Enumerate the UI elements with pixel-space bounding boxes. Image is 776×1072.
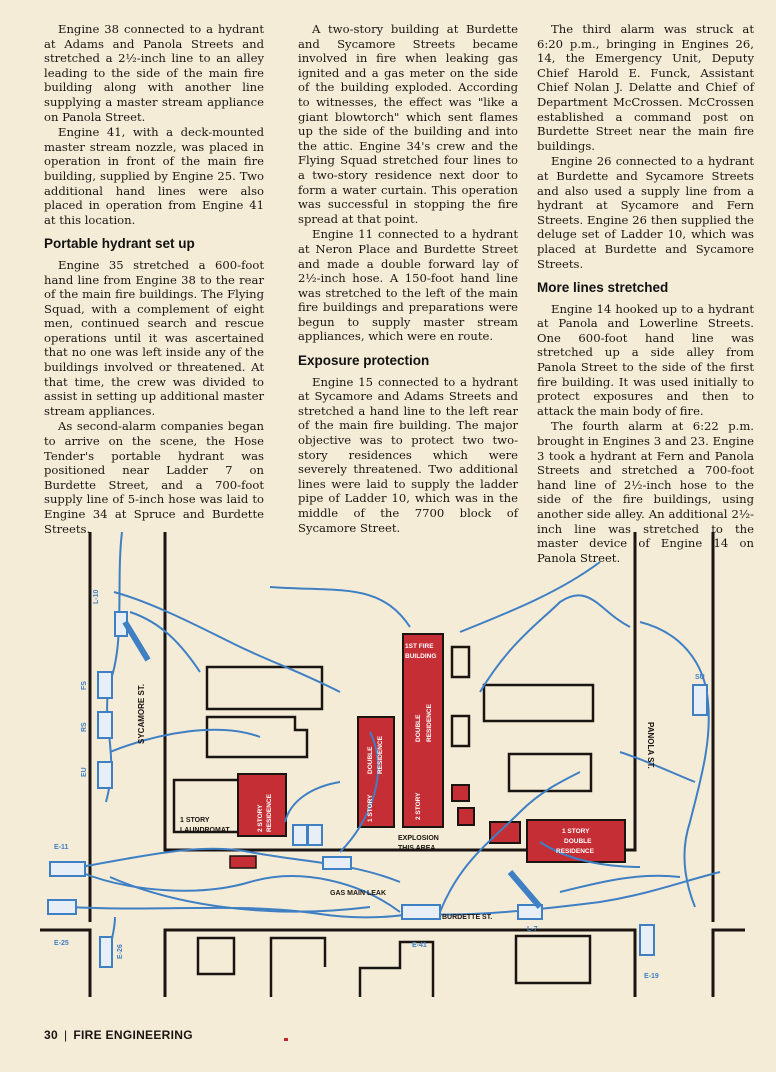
fireground-diagram (40, 522, 760, 1022)
label-res-a: 2 STORY (257, 804, 264, 832)
building (271, 938, 325, 997)
label-explosion-area: THIS AREA (398, 845, 436, 852)
hose-line (620, 752, 695, 782)
engine-41 (402, 905, 440, 919)
label-e41: E-41 (412, 942, 427, 949)
label-fs: FS (81, 681, 88, 690)
page-footer (44, 1028, 193, 1042)
fire-apparatus (308, 825, 322, 845)
engine-26 (100, 937, 112, 967)
paragraph: The third alarm was struck at 6:20 p.m., bringing in Engines 26, 14, the Emergency Unit, Deputy Chief Harold E. Funck, Assistant Chief Nolan J. Delatte and Chief of Department McCrossen. McCrossen established a command post on Burdette Street near the main fire buildings. (537, 22, 754, 153)
hose-line (285, 782, 340, 822)
building (484, 685, 593, 721)
hose-line (480, 595, 630, 692)
building (207, 717, 307, 757)
label-dbl1-a: 1 STORY (367, 794, 374, 822)
label-e11: E-11 (54, 844, 69, 851)
fire-apparatus (293, 825, 307, 845)
hose-line (110, 730, 260, 752)
decorative-mark (284, 1038, 288, 1041)
label-su: SU (695, 674, 705, 681)
hose-line (270, 587, 410, 627)
hose-line (420, 872, 720, 915)
label-burdette: BURDETTE ST. (442, 914, 493, 921)
label-rs: RS (81, 722, 88, 732)
label-dbl1-b: DOUBLE (367, 746, 374, 774)
label-explosion: EXPLOSION (398, 835, 439, 842)
fire-apparatus (323, 857, 351, 869)
building (360, 942, 433, 997)
laundromat (174, 780, 244, 832)
hose-line (70, 907, 420, 917)
text-column-1 (44, 22, 264, 537)
label-dbl2-b: DOUBLE (415, 714, 422, 742)
label-e25: E-25 (54, 940, 69, 947)
paragraph: Engine 11 connected to a hydrant at Neron Place and Burdette Street and made a double forward lay of 2½-inch hose. A 150-foot hand line was stretched to the left of the main fire buildings and preparations were begun to supply master stream appliances, which were en route. (298, 227, 518, 344)
hose-line (560, 876, 680, 892)
subheading: Portable hydrant set up (44, 236, 195, 252)
paragraph: Engine 26 connected to a hydrant at Burdette and Sycamore Streets and also used a supply line from a hydrant at Sycamore and Fern Streets. Engine 26 then supplied the deluge set of Ladder 10, which was placed at Burdette and Sycamore Streets. (537, 154, 754, 271)
label-eu: EU (81, 767, 88, 777)
text-column-2 (298, 22, 518, 536)
fire-apparatus (98, 712, 112, 738)
se-corner (713, 930, 745, 997)
small-structure (452, 785, 469, 801)
engine-19 (640, 925, 654, 955)
ladder-10-boom (125, 622, 148, 660)
paragraph: Engine 35 stretched a 600-foot hand line from Engine 38 to the rear of the main fire buildings. The Flying Squad, with a complement of eight men, continued search and rescue operations until it was ascertained that no one was left inside any of the buildings involved or threatened. At that time, the crew was divided to assist in setting up additional master stream appliances. (44, 257, 264, 418)
label-dblR-2: DOUBLE (564, 838, 592, 845)
label-gas-leak: GAS MAIN LEAK (330, 890, 386, 897)
one-story-double-residence (358, 717, 394, 827)
label-dblR-3: RESIDENCE (556, 848, 594, 855)
building (452, 647, 469, 677)
label-e26: E-26 (117, 944, 124, 959)
gas-meter-vehicle (230, 856, 256, 868)
label-dbl2-a: 2 STORY (415, 792, 422, 820)
label-dbl1-c: RESIDENCE (377, 736, 384, 774)
footer-separator: | (63, 1028, 68, 1042)
fire-apparatus (98, 672, 112, 698)
label-res-b: RESIDENCE (266, 794, 273, 832)
engine-11 (50, 862, 85, 876)
hose-line (460, 562, 600, 632)
hose-line (114, 592, 340, 692)
paragraph: Engine 38 connected to a hydrant at Adams and Panola Streets and stretched a 2½-inch line to an alley leading to the side of the main fire building along with another line supplying a master stream appliance on Panola Street. (44, 22, 264, 124)
first-fire-building (403, 634, 443, 827)
paragraph: Engine 14 hooked up to a hydrant at Panola and Lowerline Streets. One 600-foot hand line was stretched up a side alley from Panola Street to the side of the first fire building. It was used initially to protect exposures and then to attack the main body of fire. (537, 301, 754, 418)
magazine-name: FIRE ENGINEERING (73, 1028, 193, 1042)
label-laundromat-2: LAUNDROMAT (180, 827, 230, 834)
paragraph: The fourth alarm at 6:22 p.m. brought in Engines 3 and 23. Engine 3 took a hydrant at Fern and Panola Streets and stretched a 700-foot hand line of 2½-inch hose to the side of the fire buildings, using another side alley. An additional 2½-inch line was stretched to the master device of Engine 14 on Panola Street. (537, 419, 754, 565)
fire-apparatus (98, 762, 112, 788)
paragraph: A two-story building at Burdette and Sycamore Streets became involved in fire when leaking gas ignited and a gas meter on the side of the building exploded. According to witnesses, the effect was "like a giant blowtorch" which sent flames up the side of the building and into the attic. Engine 34's crew and the Flying Squad stretched four lines to a two-story residence next door to form a water curtain. This operation was successful in stopping the fire spread at that point. (298, 22, 518, 226)
ladder-7-boom (510, 872, 540, 907)
block-outline (165, 532, 635, 850)
small-structure (458, 808, 474, 825)
label-dblR-1: 1 STORY (562, 828, 590, 835)
label-laundromat-1: 1 STORY (180, 817, 210, 824)
label-e19: E-19 (644, 973, 659, 980)
subheading: Exposure protection (298, 353, 430, 369)
paragraph: As second-alarm companies began to arrive on the scene, the Hose Tender's portable hydrant was positioned near Ladder 7 on Burdette Street, and a 700-foot supply line of 5-inch hose was laid to Engine 34 at Spruce and Burdette Streets. (44, 419, 264, 536)
paragraph: Engine 15 connected to a hydrant at Sycamore and Adams Streets and stretched a hand line to the left rear of the main fire building. The major objective was to protect two two-story residences which were severely threatened. Two additional lines were laid to supply the ladder pipe of Ladder 10, which was in the middle of the 7700 block of Sycamore Street. (298, 374, 518, 535)
building (207, 667, 322, 709)
label-first-fire: 1ST FIRE (405, 643, 434, 650)
page-number: 30 (44, 1028, 58, 1042)
label-l7: L-7 (527, 926, 538, 933)
label-panola: PANOLA ST. (646, 722, 655, 769)
text-column-3 (537, 22, 754, 566)
label-sycamore: SYCAMORE ST. (137, 683, 146, 744)
building (516, 936, 590, 983)
label-first-building: BUILDING (405, 653, 437, 660)
squad-unit (693, 685, 707, 715)
paragraph: Engine 41, with a deck-mounted master stream nozzle, was placed in operation in front of the main fire building, supplied by Engine 25. Two additional hand lines were also placed in operation from Engine 41 at this location. (44, 125, 264, 227)
subheading: More lines stretched (537, 280, 669, 296)
building (198, 938, 234, 974)
label-l10: L-10 (93, 589, 100, 604)
engine-25 (48, 900, 76, 914)
label-dbl2-c: RESIDENCE (426, 704, 433, 742)
building (452, 716, 469, 746)
